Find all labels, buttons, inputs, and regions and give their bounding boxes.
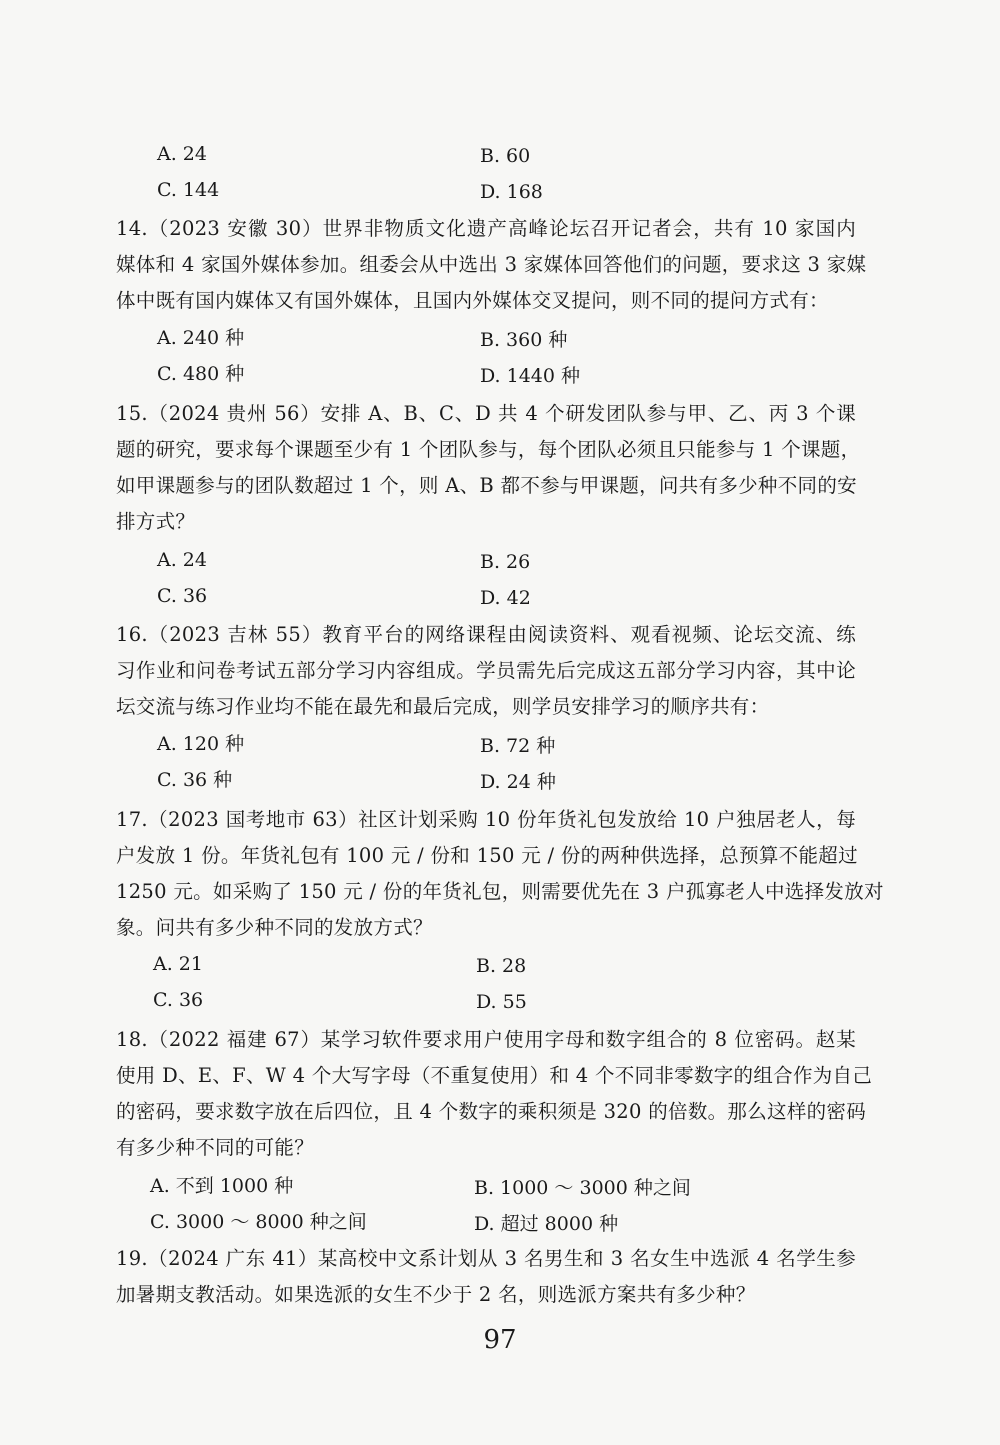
q17-option-a: A. 21: [153, 953, 203, 975]
q15-line-3: 如甲课题参与的团队数超过 1 个，则 A、B 都不参与甲课题，问共有多少种不同的安: [116, 474, 857, 497]
q17-line-3: 1250 元。如采购了 150 元 / 份的年货礼包，则需要优先在 3 户孤寡老人中选择发放对: [116, 880, 884, 903]
q19-line-1: 19.（2024 广东 41）某高校中文系计划从 3 名男生和 3 名女生中选派 4 名学生参: [116, 1247, 856, 1270]
q18-option-b: B. 1000 ～ 3000 种之间: [474, 1177, 691, 1199]
q15-line-2: 题的研究，要求每个课题至少有 1 个团队参与，每个团队必须且只能参与 1 个课题，: [116, 438, 861, 461]
q17-line-2: 户发放 1 份。年货礼包有 100 元 / 份和 150 元 / 份的两种供选择，总预算不能超过: [116, 844, 858, 867]
q14-option-c: C. 480 种: [157, 363, 245, 385]
q14-option-a: A. 240 种: [157, 327, 245, 349]
q15-option-c: C. 36: [157, 585, 208, 607]
q14-option-d: D. 1440 种: [480, 365, 581, 387]
q16-line-1: 16.（2023 吉林 55）教育平台的网络课程由阅读资料、观看视频、论坛交流、练: [116, 623, 856, 646]
q13-option-a: A. 24: [157, 143, 207, 165]
q18-option-c: C. 3000 ～ 8000 种之间: [150, 1211, 367, 1233]
q18-option-d: D. 超过 8000 种: [474, 1213, 619, 1235]
q19-line-2: 加暑期支教活动。如果选派的女生不少于 2 名，则选派方案共有多少种？: [116, 1283, 756, 1306]
q14-option-b: B. 360 种: [480, 329, 568, 351]
q18-line-2: 使用 D、E、F、W 4 个大写字母（不重复使用）和 4 个不同非零数字的组合作为自己: [116, 1064, 873, 1087]
q14-line-1: 14.（2023 安徽 30）世界非物质文化遗产高峰论坛召开记者会，共有 10 家国内: [116, 217, 856, 240]
page-number: 97: [483, 1325, 517, 1355]
q17-option-d: D. 55: [476, 991, 527, 1013]
q15-line-4: 排方式？: [116, 510, 196, 533]
q16-option-d: D. 24 种: [480, 771, 556, 793]
q18-line-3: 的密码，要求数字放在后四位，且 4 个数字的乘积须是 320 的倍数。那么这样的密码: [116, 1100, 867, 1123]
q13-option-b: B. 60: [480, 145, 531, 167]
q16-line-3: 坛交流与练习作业均不能在最先和最后完成，则学员安排学习的顺序共有：: [116, 695, 770, 718]
q16-option-a: A. 120 种: [157, 733, 245, 755]
q16-option-c: C. 36 种: [157, 769, 233, 791]
q15-option-b: B. 26: [480, 551, 531, 573]
q18-line-4: 有多少种不同的可能？: [116, 1136, 315, 1159]
q17-option-b: B. 28: [476, 955, 527, 977]
q15-option-a: A. 24: [157, 549, 207, 571]
q15-line-1: 15.（2024 贵州 56）安排 A、B、C、D 共 4 个研发团队参与甲、乙、丙 3 个课: [116, 402, 856, 425]
q17-line-4: 象。问共有多少种不同的发放方式？: [116, 916, 433, 939]
q16-option-b: B. 72 种: [480, 735, 556, 757]
q17-option-c: C. 36: [153, 989, 204, 1011]
q13-option-c: C. 144: [157, 179, 220, 201]
q15-option-d: D. 42: [480, 587, 531, 609]
q18-option-a: A. 不到 1000 种: [150, 1175, 294, 1197]
q14-line-2: 媒体和 4 家国外媒体参加。组委会从中选出 3 家媒体回答他们的问题，要求这 3 家媒: [116, 253, 867, 276]
q14-line-3: 体中既有国内媒体又有国外媒体，且国内外媒体交叉提问，则不同的提问方式有：: [116, 289, 829, 312]
q16-line-2: 习作业和问卷考试五部分学习内容组成。学员需先后完成这五部分学习内容，其中论: [116, 659, 856, 682]
q13-option-d: D. 168: [480, 181, 543, 203]
q17-line-1: 17.（2023 国考地市 63）社区计划采购 10 份年货礼包发放给 10 户独居老人，每: [116, 808, 856, 831]
q18-line-1: 18.（2022 福建 67）某学习软件要求用户使用字母和数字组合的 8 位密码。赵某: [116, 1028, 856, 1051]
